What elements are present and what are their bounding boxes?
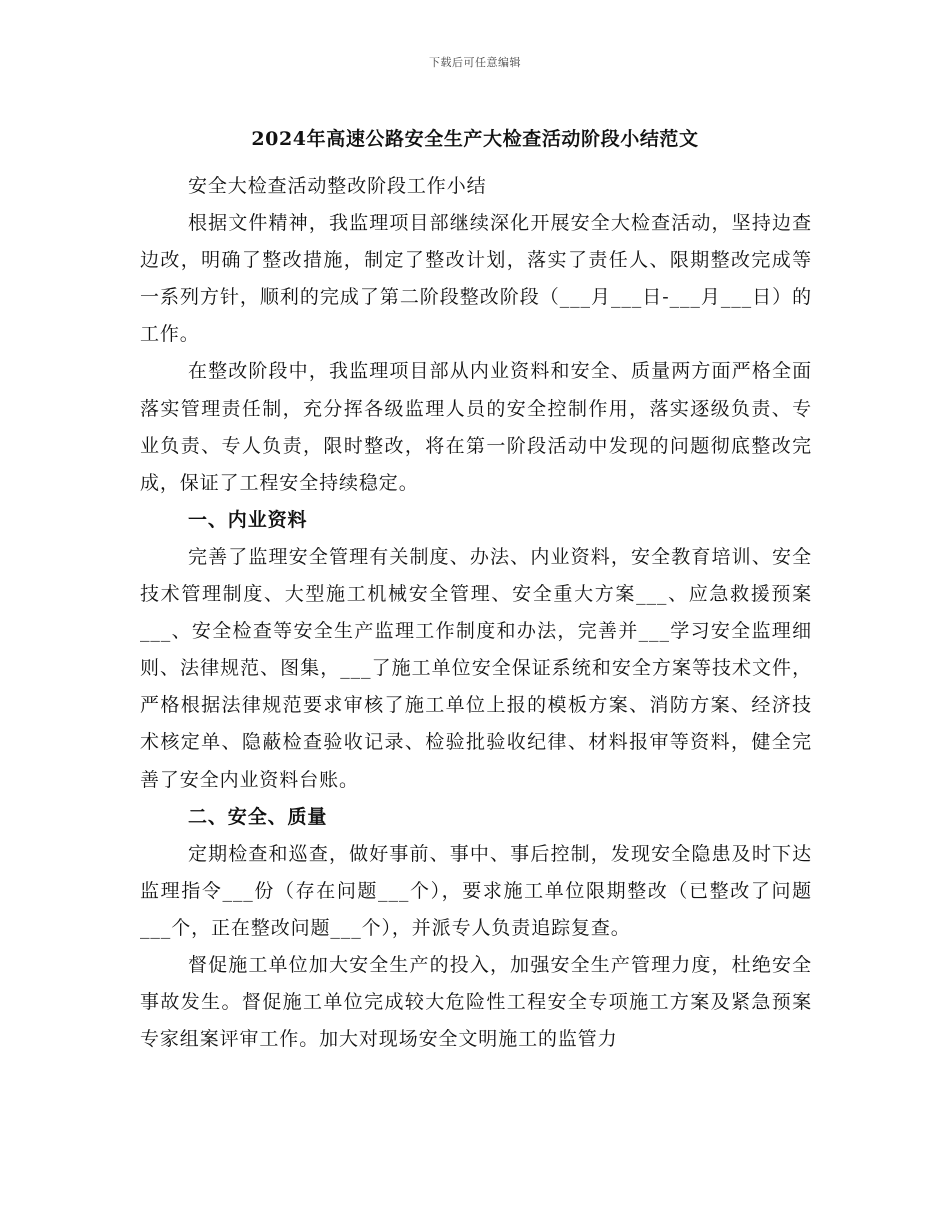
body-paragraph: 在整改阶段中，我监理项目部从内业资料和安全、质量两方面严格全面落实管理责任制，充分挥各级监理人员的安全控制作用，落实逐级负责、专业负责、专人负责，限时整改，将在第一阶段活动中发现的问题彻底整改完成，保证了工程安全持续稳定。 [140,360,812,494]
body-paragraph: 根据文件精神，我监理项目部继续深化开展安全大检查活动，坚持边查边改，明确了整改措施，制定了整改计划，落实了责任人、限期整改完成等一系列方针，顺利的完成了第二阶段整改阶段（___月___日-___月___日）的工作。 [140,212,812,346]
section-heading: 二、安全、质量 [188,805,328,828]
body-paragraph: 督促施工单位加大安全生产的投入，加强安全生产管理力度，杜绝安全事故发生。督促施工单位完成较大危险性工程安全专项施工方案及紧急预案专家组案评审工作。加大对现场安全文明施工的监管力 [140,953,812,1051]
subtitle-paragraph: 安全大检查活动整改阶段工作小结 [188,175,487,197]
section-heading: 一、内业资料 [188,508,308,531]
body-paragraph: 完善了监理安全管理有关制度、办法、内业资料，安全教育培训、安全技术管理制度、大型施工机械安全管理、安全重大方案___、应急救援预案___、安全检查等安全生产监理工作制度和办法，完善并___学习安全监理细则、法律规范、图集，___了施工单位安全保证系统和安全方案等技术文件，严格根据法律规范要求审核了施工单位上报的模板方案、消防方案、经济技术核定单、隐蔽检查验收记录、检验批验收纪律、材料报审等资料，健全完善了安全内业资料台账。 [140,545,812,791]
header-note: 下载后可任意编辑 [429,56,521,69]
document-body [140,168,812,1058]
document-title: 2024年高速公路安全生产大检查活动阶段小结范文 [251,128,699,150]
body-paragraph: 定期检查和巡查，做好事前、事中、事后控制，发现安全隐患及时下达监理指令___份（存在问题___个），要求施工单位限期整改（已整改了问题___个，正在整改问题___个），并派专人负责追踪复查。 [140,842,812,939]
